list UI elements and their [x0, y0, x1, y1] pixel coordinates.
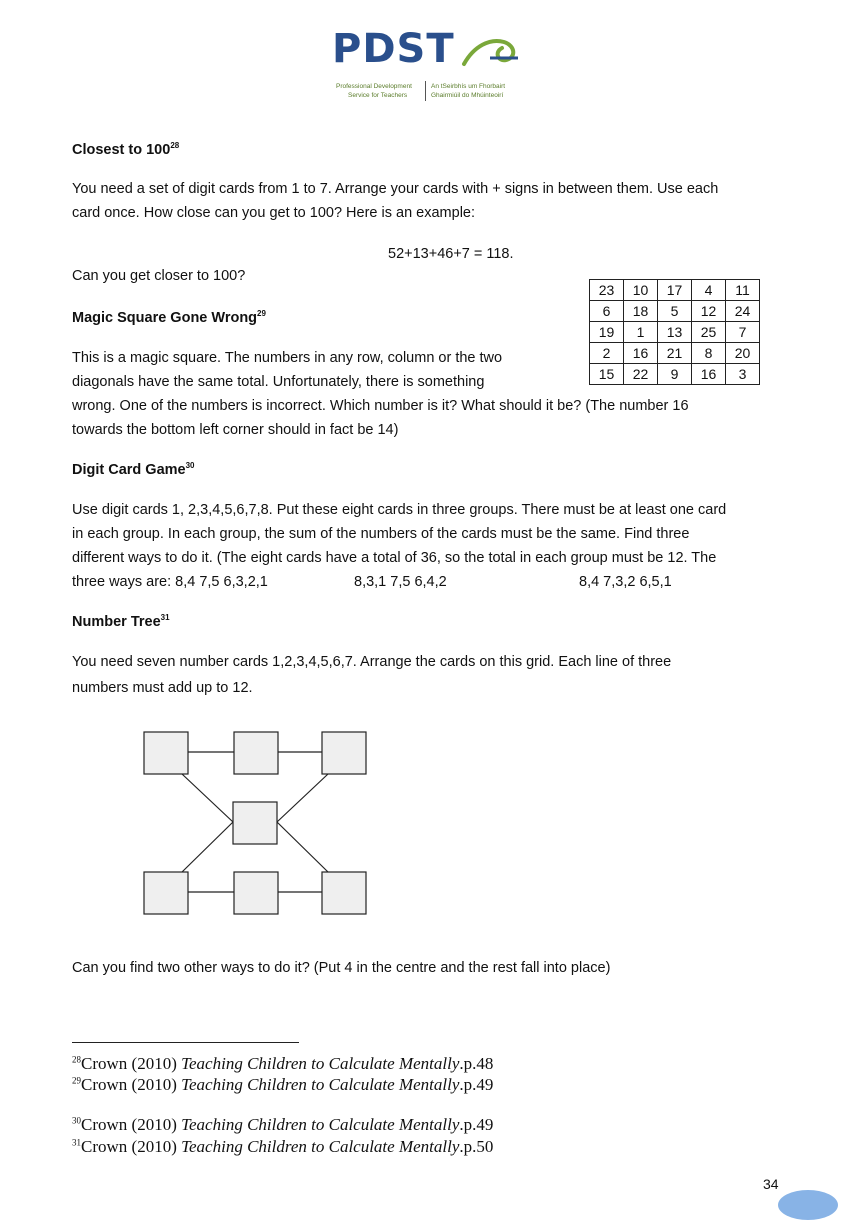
closest-line-2: card once. How close can you get to 100? Here is an example: [72, 205, 476, 221]
magic-square-cell: 18 [624, 301, 658, 322]
closest-question: Can you get closer to 100? [72, 268, 246, 284]
tree-line [182, 774, 233, 822]
magic-square-cell: 12 [692, 301, 726, 322]
tree-card-slot [234, 872, 278, 914]
logo-sub-text: Professional Development [336, 83, 412, 90]
digit-line-4b: 8,3,1 7,5 6,4,2 [354, 574, 447, 590]
tree-card-slot [322, 872, 366, 914]
tree-card-slot [144, 872, 188, 914]
magic-square-cell: 25 [692, 322, 726, 343]
heading-text: Digit Card Game [72, 462, 186, 478]
footnote-ref: 28 [170, 141, 180, 151]
footnote-page: .p.48 [459, 1054, 494, 1073]
footnote-30 [72, 1115, 493, 1135]
logo-wordmark: PDST [332, 26, 455, 72]
magic-square-cell: 7 [726, 322, 760, 343]
heading-text: Closest to 100 [72, 142, 171, 158]
section-title-digit [72, 458, 195, 482]
footnote-title: Teaching Children to Calculate Mentally [181, 1115, 460, 1134]
magic-square-cell: 16 [692, 364, 726, 385]
tree-card-slot-centre [233, 802, 277, 844]
magic-line-4: towards the bottom left corner should in fact be 14) [72, 422, 399, 438]
magic-square-cell: 2 [590, 343, 624, 364]
magic-square-cell: 13 [658, 322, 692, 343]
magic-square-cell: 17 [658, 280, 692, 301]
footnote-author: Crown (2010) [81, 1075, 182, 1094]
magic-square-cell: 23 [590, 280, 624, 301]
magic-square-cell: 8 [692, 343, 726, 364]
section-title-magic [72, 306, 266, 330]
tree-card-slot [322, 732, 366, 774]
magic-square-row [590, 301, 760, 322]
magic-square-cell: 19 [590, 322, 624, 343]
footnote-title: Teaching Children to Calculate Mentally [181, 1075, 460, 1094]
pdst-logo [332, 26, 532, 106]
magic-square-cell: 5 [658, 301, 692, 322]
footnote-author: Crown (2010) [81, 1137, 182, 1156]
footnote-page: .p.49 [459, 1115, 494, 1134]
tree-card-slot [234, 732, 278, 774]
magic-square-cell: 11 [726, 280, 760, 301]
magic-square-cell: 15 [590, 364, 624, 385]
closest-line-1: You need a set of digit cards from 1 to 7. Arrange your cards with + signs in between them. Use each [72, 181, 719, 197]
magic-square-row [590, 364, 760, 385]
footnote-ref: 29 [257, 309, 266, 319]
footnote-ref: 31 [160, 613, 170, 623]
magic-square-table [589, 279, 760, 385]
magic-square-cell: 24 [726, 301, 760, 322]
magic-square-row [590, 343, 760, 364]
magic-square-cell: 21 [658, 343, 692, 364]
tree-line-1: You need seven number cards 1,2,3,4,5,6,7. Arrange the cards on this grid. Each line of three [72, 654, 672, 670]
magic-square-cell: 20 [726, 343, 760, 364]
magic-square-cell: 9 [658, 364, 692, 385]
heading-text: Magic Square Gone Wrong [72, 310, 258, 326]
magic-square-cell: 1 [624, 322, 658, 343]
tree-line-2: numbers must add up to 12. [72, 680, 253, 696]
digit-line-1: Use digit cards 1, 2,3,4,5,6,7,8. Put these eight cards in three groups. There must be at least one card [72, 502, 727, 518]
footnote-29 [72, 1075, 493, 1095]
magic-line-1: This is a magic square. The numbers in any row, column or the two [72, 350, 503, 366]
tree-question: Can you find two other ways to do it? (Put 4 in the centre and the rest fall into place) [72, 960, 611, 976]
footnote-31 [72, 1137, 493, 1157]
tree-line [182, 822, 233, 872]
tree-line [277, 822, 328, 872]
tree-card-slot [144, 732, 188, 774]
footnote-title: Teaching Children to Calculate Mentally [181, 1137, 460, 1156]
magic-square-cell: 16 [624, 343, 658, 364]
logo-sub-text: An tSeirbhís um Fhorbairt [431, 83, 506, 90]
magic-square-cell: 3 [726, 364, 760, 385]
logo-swirl-icon [460, 28, 522, 70]
magic-line-2: diagonals have the same total. Unfortunately, there is something [72, 374, 485, 390]
logo-subtitle-irish [431, 82, 505, 100]
logo-subtitle-english [336, 82, 412, 100]
magic-square-cell: 10 [624, 280, 658, 301]
digit-line-4c: 8,4 7,3,2 6,5,1 [579, 574, 672, 590]
magic-square-cell: 22 [624, 364, 658, 385]
footnote-number: 29 [72, 1075, 81, 1086]
logo-sub-text: Service for Teachers [348, 92, 408, 99]
magic-square-row [590, 280, 760, 301]
page-number: 34 [763, 1176, 779, 1192]
logo-sub-text: Ghairmiúil do Mhúinteoirí [431, 92, 504, 99]
magic-line-3: wrong. One of the numbers is incorrect. Which number is it? What should it be? (The number 16 [72, 398, 689, 414]
footnote-title: Teaching Children to Calculate Mentally [181, 1054, 460, 1073]
footnote-page: .p.49 [459, 1075, 494, 1094]
footnote-author: Crown (2010) [81, 1115, 182, 1134]
digit-line-3: different ways to do it. (The eight cards have a total of 36, so the total in each group must be 12. The [72, 550, 717, 566]
footnote-page: .p.50 [459, 1137, 494, 1156]
footnote-rule [72, 1042, 299, 1043]
footnote-ref: 30 [185, 461, 195, 471]
section-title-closest [72, 138, 179, 162]
tree-line [277, 774, 328, 822]
magic-square-row [590, 322, 760, 343]
magic-square-cell: 4 [692, 280, 726, 301]
heading-text: Number Tree [72, 614, 161, 630]
footnote-number: 31 [72, 1137, 81, 1148]
footnote-number: 30 [72, 1115, 81, 1126]
footnote-number: 28 [72, 1054, 81, 1065]
footnote-author: Crown (2010) [81, 1054, 182, 1073]
section-title-tree [72, 610, 170, 634]
closest-example: 52+13+46+7 = 118. [388, 246, 514, 262]
corner-decoration [778, 1190, 838, 1220]
magic-square-cell: 6 [590, 301, 624, 322]
footnote-28 [72, 1054, 493, 1074]
number-tree-diagram [140, 728, 372, 918]
digit-line-4a: three ways are: 8,4 7,5 6,3,2,1 [72, 574, 268, 590]
digit-line-2: in each group. In each group, the sum of the numbers of the cards must be the same. Find three [72, 526, 690, 542]
logo-divider [425, 81, 426, 101]
